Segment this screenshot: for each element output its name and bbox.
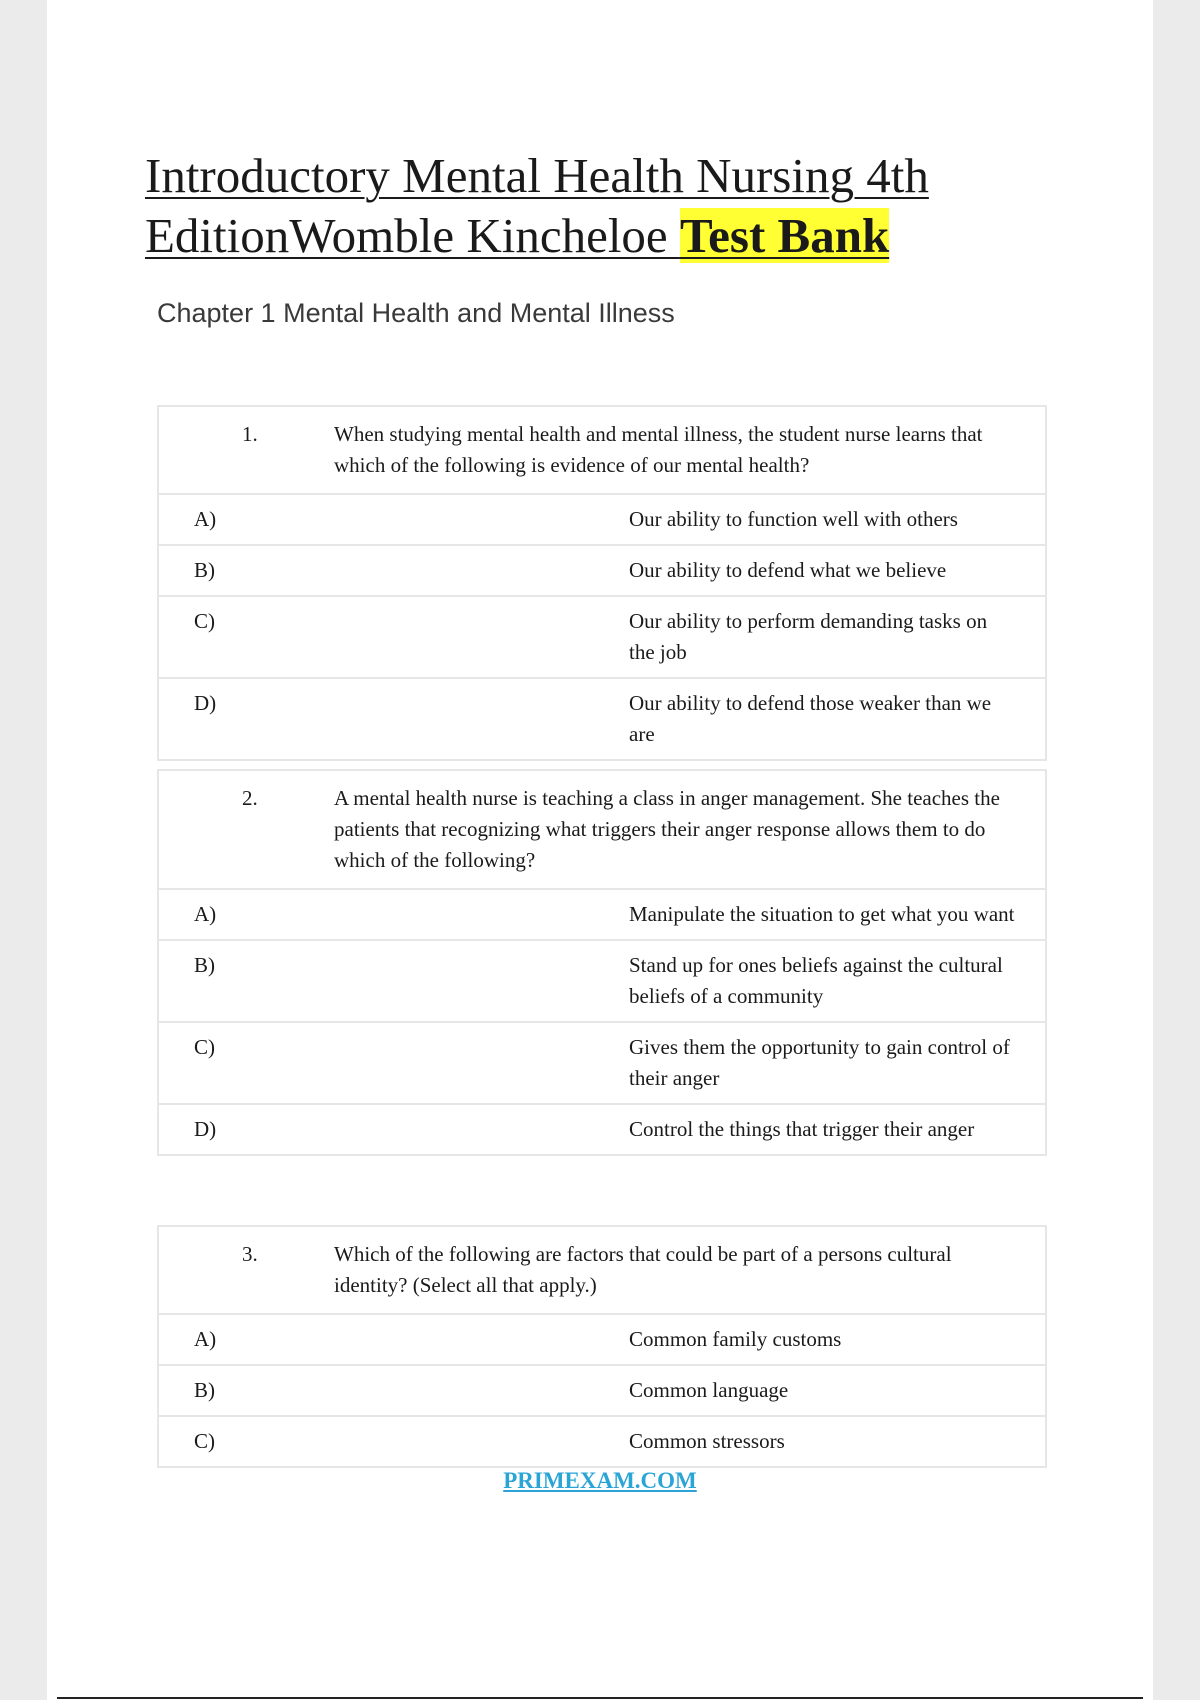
- option-letter: B): [158, 545, 314, 596]
- document-title: [145, 146, 1045, 266]
- question-number: 3.: [242, 1242, 258, 1266]
- option-row: [158, 678, 1046, 760]
- option-letter: D): [158, 678, 314, 760]
- option-text: Common language: [629, 1365, 1046, 1416]
- title-main: Introductory Mental Health Nursing 4th EditionWomble Kincheloe: [145, 148, 929, 263]
- question-text: Which of the following are factors that could be part of a persons cultural identity? (Select all that apply.): [334, 1242, 952, 1297]
- option-letter: B): [158, 940, 314, 1022]
- title-highlight: Test Bank: [679, 208, 890, 263]
- option-text: Control the things that trigger their anger: [629, 1104, 1046, 1155]
- option-text: Gives them the opportunity to gain control of their anger: [629, 1022, 1046, 1104]
- option-row: [158, 940, 1046, 1022]
- option-text: Our ability to perform demanding tasks on the job: [629, 596, 1046, 678]
- question-text: When studying mental health and mental illness, the student nurse learns that which of the following is evidence of our mental health?: [334, 422, 983, 477]
- chapter-heading: Chapter 1 Mental Health and Mental Illness: [157, 298, 675, 328]
- bottom-divider: [57, 1697, 1143, 1699]
- option-text: Our ability to defend those weaker than we are: [629, 678, 1046, 760]
- option-row: [158, 545, 1046, 596]
- option-row: [158, 1416, 1046, 1467]
- question-row: [158, 406, 1046, 494]
- option-letter: C): [158, 1022, 314, 1104]
- option-letter: A): [158, 1314, 314, 1365]
- question-table-3: [157, 1225, 1047, 1468]
- option-row: [158, 1104, 1046, 1155]
- question-row: [158, 1226, 1046, 1314]
- option-letter: A): [158, 494, 314, 545]
- question-number: 1.: [242, 422, 258, 446]
- question-row: [158, 770, 1046, 889]
- question-text: A mental health nurse is teaching a class in anger management. She teaches the patients that recognizing what triggers their anger response allows them to do which of the following?: [334, 786, 1000, 872]
- question-table-1: [157, 405, 1047, 761]
- question-number: 2.: [242, 786, 258, 810]
- option-row: [158, 1314, 1046, 1365]
- option-text: Our ability to function well with others: [629, 494, 1046, 545]
- option-text: Stand up for ones beliefs against the cultural beliefs of a community: [629, 940, 1046, 1022]
- option-text: Common family customs: [629, 1314, 1046, 1365]
- option-letter: D): [158, 1104, 314, 1155]
- option-row: [158, 1022, 1046, 1104]
- option-text: Common stressors: [629, 1416, 1046, 1467]
- option-row: [158, 494, 1046, 545]
- option-text: Manipulate the situation to get what you want: [629, 889, 1046, 940]
- option-text: Our ability to defend what we believe: [629, 545, 1046, 596]
- option-letter: C): [158, 596, 314, 678]
- option-row: [158, 596, 1046, 678]
- option-letter: B): [158, 1365, 314, 1416]
- option-row: [158, 1365, 1046, 1416]
- option-letter: A): [158, 889, 314, 940]
- option-letter: C): [158, 1416, 314, 1467]
- option-row: [158, 889, 1046, 940]
- primexam-link[interactable]: PRIMEXAM.COM: [503, 1468, 697, 1493]
- question-table-2: [157, 769, 1047, 1156]
